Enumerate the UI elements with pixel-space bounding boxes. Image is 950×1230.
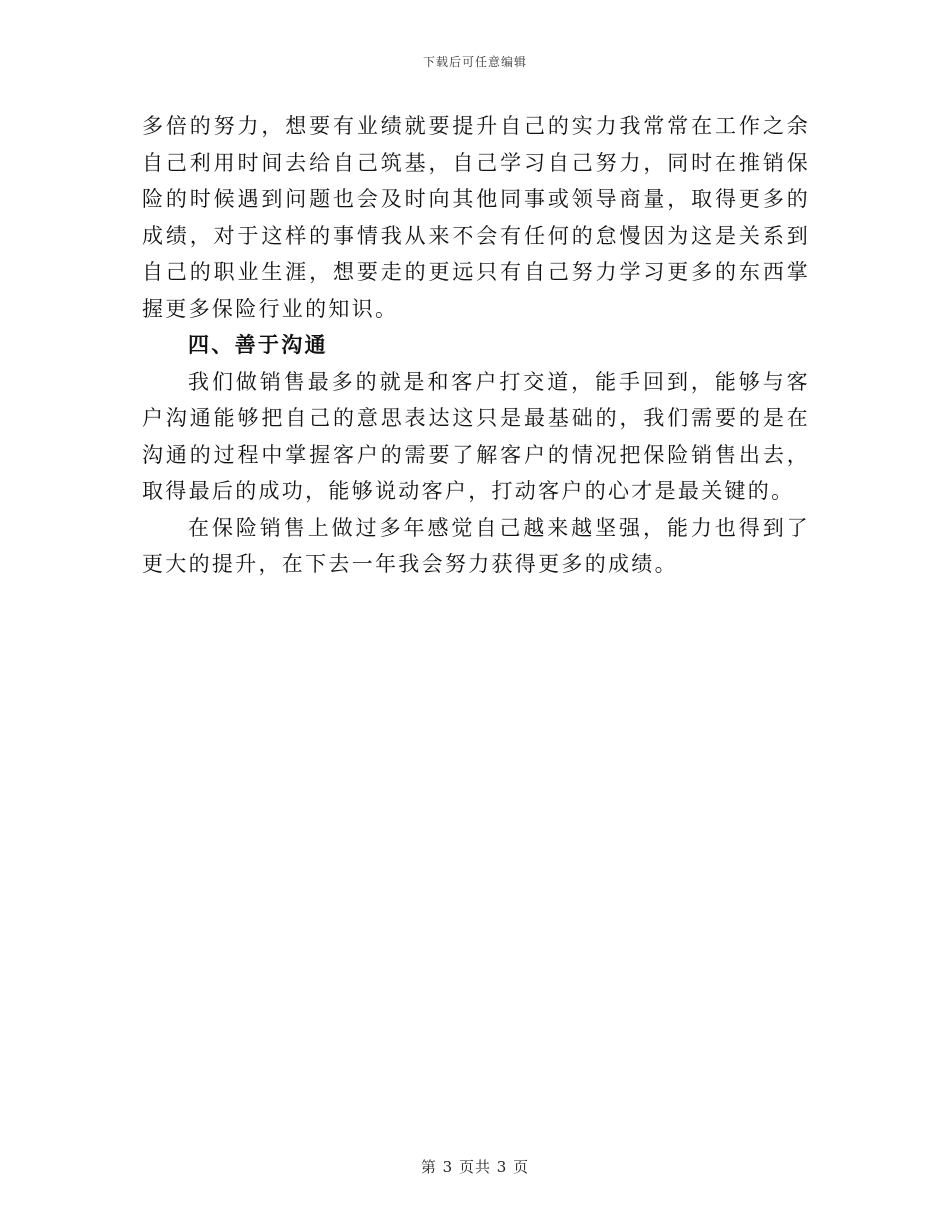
paragraph-conclusion: 在保险销售上做过多年感觉自己越来越坚强，能力也得到了更大的提升，在下去一年我会努力获得更多的成绩。 [142, 515, 810, 576]
paragraph-continuation: 多倍的努力，想要有业绩就要提升自己的实力我常常在工作之余自己利用时间去给自己筑基，自己学习自己努力，同时在推销保险的时候遇到问题也会及时向其他同事或领导商量，取得更多的成绩，对于这样的事情我从来不会有任何的怠慢因为这是关系到自己的职业生涯，想要走的更远只有自己努力学习更多的东西掌握更多保险行业的知识。 [142, 114, 810, 321]
document-body [142, 108, 810, 583]
section-heading: 四、善于沟通 [188, 332, 328, 357]
paragraph-communication: 我们做销售最多的就是和客户打交道，能手回到，能够与客户沟通能够把自己的意思表达这只是最基础的，我们需要的是在沟通的过程中掌握客户的需要了解客户的情况把保险销售出去，取得最后的成功，能够说动客户，打动客户的心才是最关键的。 [142, 369, 810, 503]
page-header: 下载后可任意编辑 [422, 55, 527, 69]
page-number: 第 3 页共 3 页 [420, 1158, 530, 1176]
